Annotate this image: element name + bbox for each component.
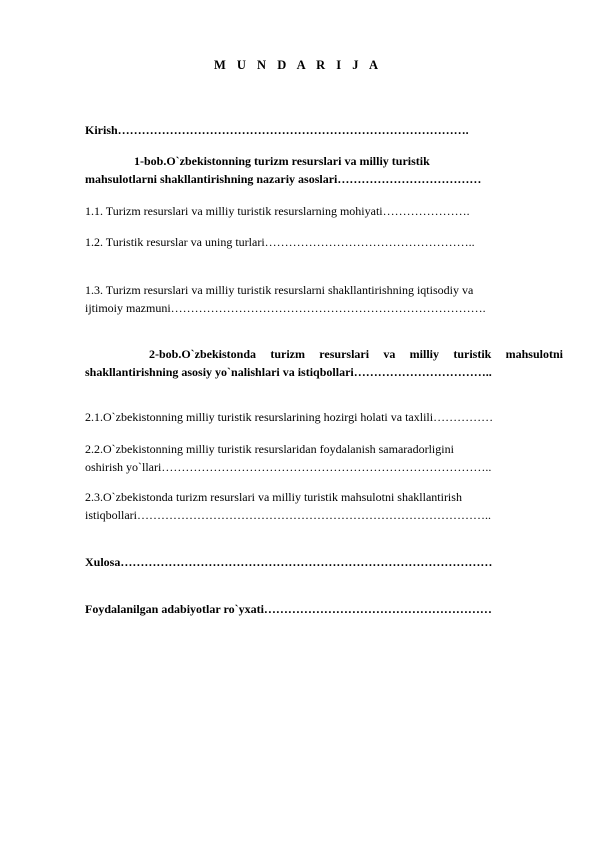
page-title: M U N D A R I J A bbox=[213, 58, 382, 72]
toc-entry-chapter-1 bbox=[85, 152, 563, 188]
chapter-2-title-line-1: 2-bob.O`zbekistonda turizm resurslari va milliy turistik mahsulotni bbox=[149, 347, 563, 361]
section-1-3-line-1: 1.3. Turizm resurslari va milliy turistik resurslarni shakllantirishning iqtisodiy va bbox=[85, 283, 474, 297]
toc-entry-section-1-2: 1.2. Turistik resurslar va uning turlari…………………………………………….. bbox=[85, 235, 475, 249]
section-2-3-line-1: 2.3.O`zbekistonda turizm resurslari va milliy turistik mahsulotni shakllantirish bbox=[85, 490, 462, 504]
toc-entry-adabiyotlar: Foydalanilgan adabiyotlar ro`yxati………………………………………………… bbox=[85, 602, 492, 616]
toc-entry-section-1-1: 1.1. Turizm resurslari va milliy turistik resurslarning mohiyati…………………. bbox=[85, 204, 470, 218]
section-2-2-line-1: 2.2.O`zbekistonning milliy turistik resurslaridan foydalanish samaradorligini bbox=[85, 442, 454, 456]
toc-entry-chapter-2 bbox=[85, 345, 563, 381]
section-2-2-line-2: oshirish yo`llari……………………………………………………………………….. bbox=[85, 460, 492, 474]
toc-entry-section-2-1: 2.1.O`zbekistonning milliy turistik resurslarining hozirgi holati va taxlili…………… bbox=[85, 410, 494, 424]
toc-entry-section-2-2 bbox=[85, 440, 563, 476]
chapter-2-title-line-2: shakllantirishning asosiy yo`nalishlari va istiqbollari…………………………….. bbox=[85, 365, 492, 379]
chapter-1-title-line-2: mahsulotlarni shakllantirishning nazariy asoslari……………………………… bbox=[85, 172, 482, 186]
section-1-3-line-2: ijtimoiy mazmuni……………………………………………………………………. bbox=[85, 301, 486, 315]
toc-entry-section-1-3 bbox=[85, 281, 563, 317]
toc-entry-section-2-3 bbox=[85, 488, 563, 524]
section-2-3-line-2: istiqbollari…………………………………………………………………………….. bbox=[85, 508, 491, 522]
chapter-1-title-line-1: 1-bob.O`zbekistonning turizm resurslari va milliy turistik bbox=[134, 154, 430, 168]
toc-entry-kirish: Kirish……………………………………………………………………………. bbox=[85, 123, 469, 137]
toc-entry-xulosa: Xulosa………………………………………………………………………………… bbox=[85, 555, 493, 569]
